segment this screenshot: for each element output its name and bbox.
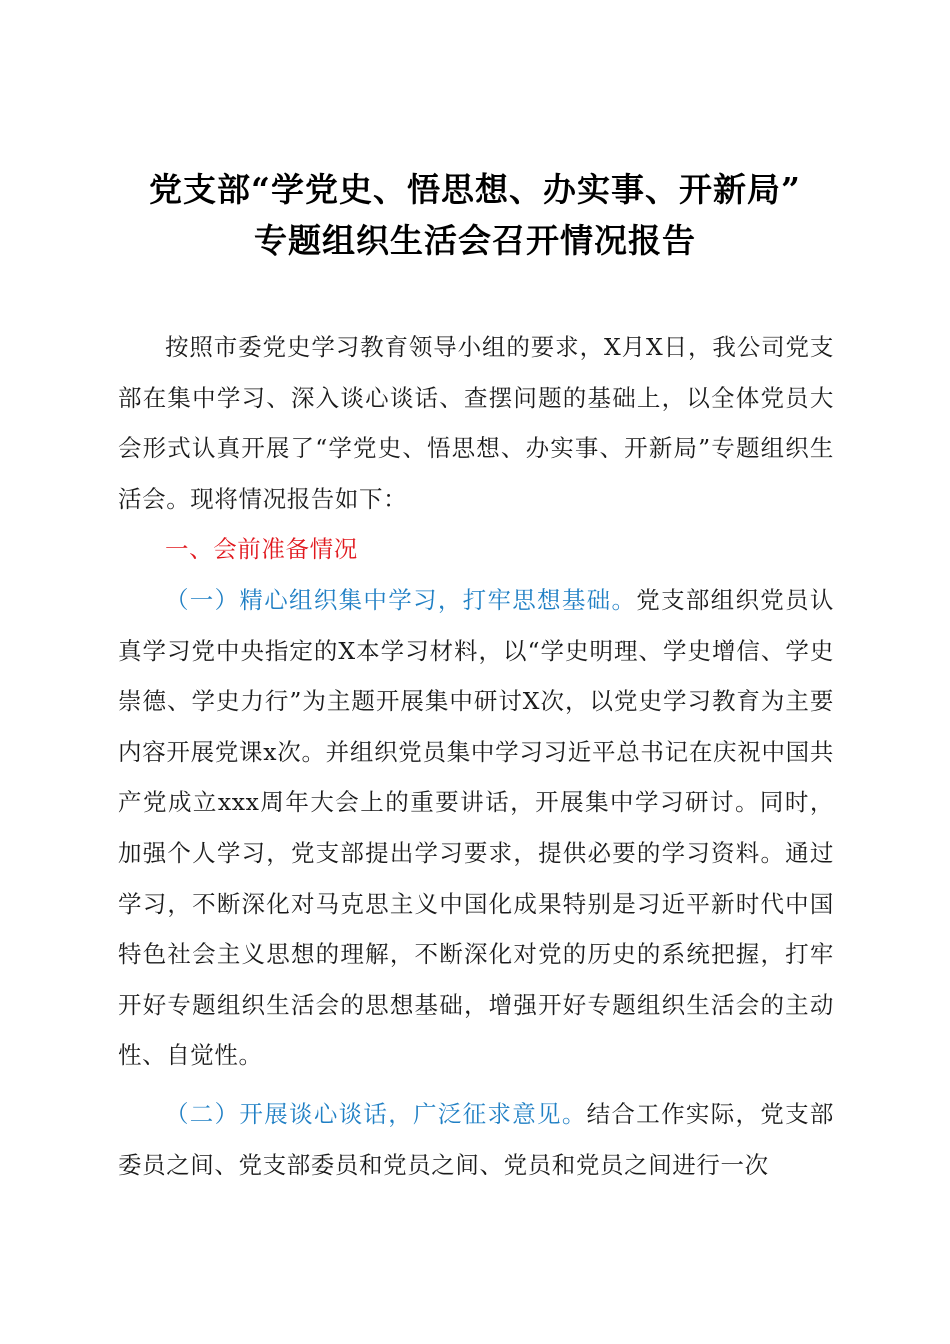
- intro-paragraph: 按照市委党史学习教育领导小组的要求，X月X日，我公司党支部在集中学习、深入谈心谈话、查摆问题的基础上，以全体党员大会形式认真开展了“学党史、悟思想、办实事、开新局”专题组织生活会。现将情况报告如下：: [118, 333, 834, 513]
- subsection-1-paragraph: [118, 575, 834, 1081]
- document-title-line-2: 专题组织生活会召开情况报告: [254, 221, 696, 260]
- subsection-2-text: 结合工作实际，党支部委员之间、党支部委员和党员之间、党员和党员之间进行一次: [118, 1099, 835, 1179]
- document-title-line-1: 党支部“学党史、悟思想、办实事、开新局”: [149, 170, 801, 209]
- subsection-1-text: 党支部组织党员认真学习党中央指定的X本学习材料，以“学史明理、学史增信、学史崇德、学史力行”为主题开展集中研讨X次，以党史学习教育为主要内容开展党课x次。并组织党员集中学习习近平总书记在庆祝中国共产党成立xxx周年大会上的重要讲话，开展集中学习研讨。同时，加强个人学习，党支部提出学习要求，提供必要的学习资料。通过学习，不断深化对马克思主义中国化成果特别是习近平新时代中国特色社会主义思想的理解，不断深化对党的历史的系统把握，打牢开好专题组织生活会的思想基础，增强开好专题组织生活会的主动性、自觉性。: [118, 585, 834, 1070]
- subsection-1-heading: （一）精心组织集中学习，打牢思想基础。: [165, 585, 637, 614]
- document-body: [118, 322, 834, 1190]
- subsection-2-paragraph: [118, 1089, 834, 1190]
- section-1-heading: 一、会前准备情况: [165, 535, 358, 564]
- paragraph-gap: [118, 1081, 834, 1089]
- subsection-2-heading: （二）开展谈心谈话，广泛征求意见。: [165, 1099, 587, 1128]
